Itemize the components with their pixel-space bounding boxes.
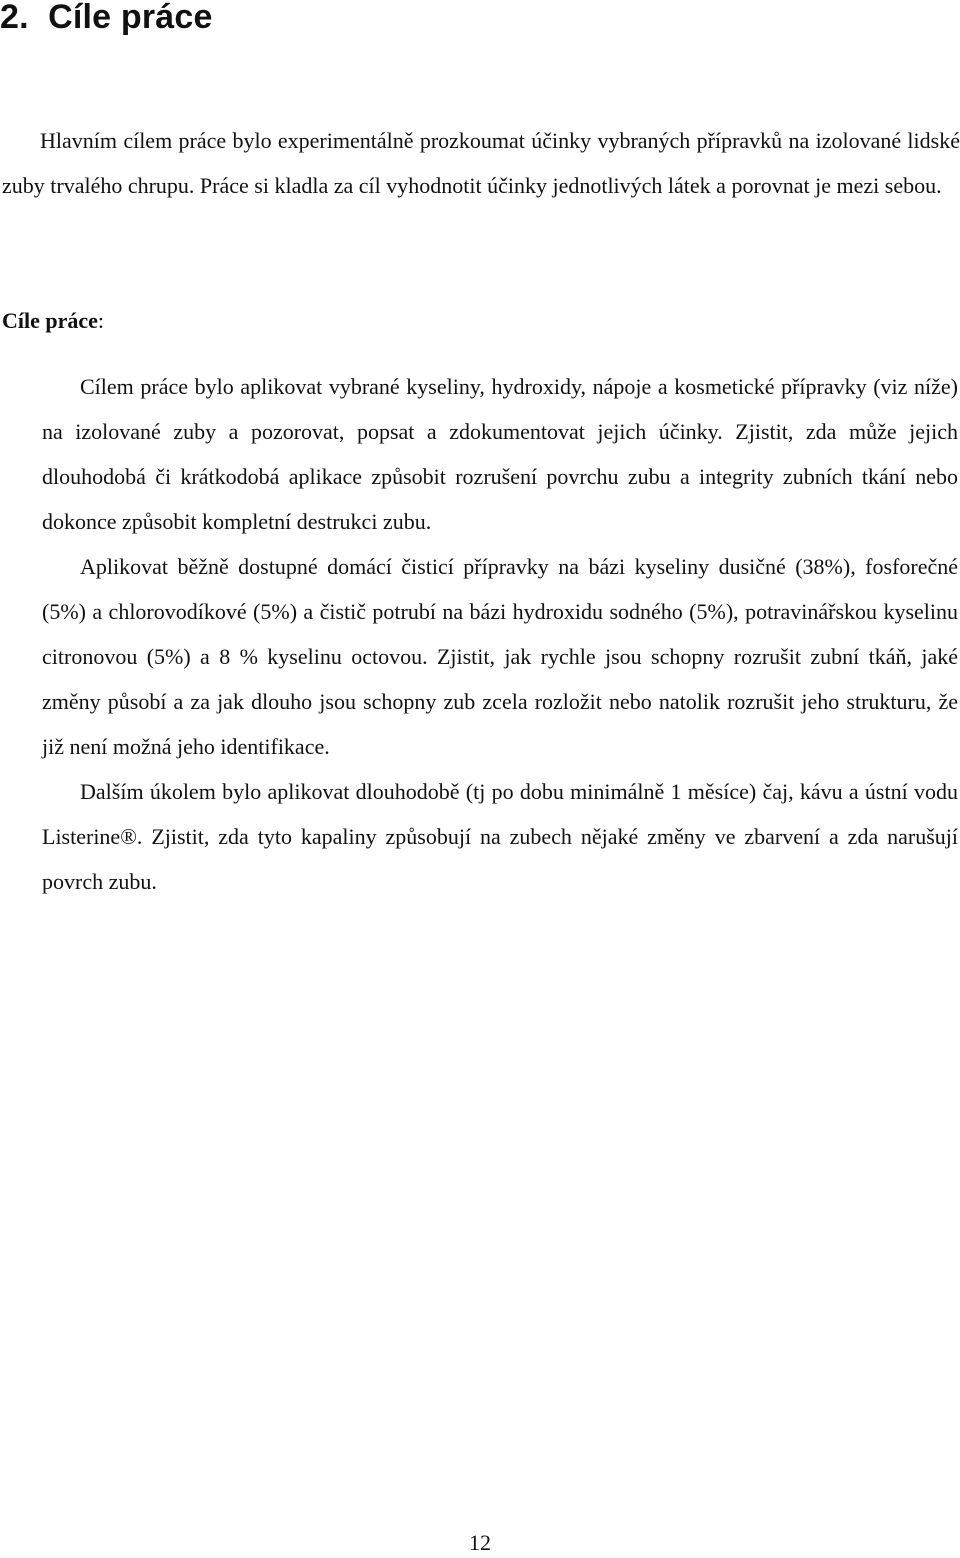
- goals-subheading-colon: :: [97, 308, 105, 333]
- intro-section: [2, 118, 960, 208]
- goals-subheading-label: Cíle práce: [2, 308, 98, 333]
- intro-paragraph: Hlavním cílem práce bylo experimentálně prozkoumat účinky vybraných přípravků na izolované lidské zuby trvalého chrupu. Práce si kladla za cíl vyhodnotit účinky jednotlivých látek a porovnat je mezi sebou.: [2, 128, 960, 198]
- goals-paragraph-1: Cílem práce bylo aplikovat vybrané kyseliny, hydroxidy, nápoje a kosmetické přípravky (viz níže) na izolované zuby a pozorovat, popsat a zdokumentovat jejich účinky. Zjistit, zda může jejich dlouhodobá či krátkodobá aplikace způsobit rozrušení povrchu zubu a integrity zubních tkání nebo dokonce způsobit kompletní destrukci zubu.: [42, 374, 958, 534]
- goals-paragraph-3: Dalším úkolem bylo aplikovat dlouhodobě (tj po dobu minimálně 1 měsíce) čaj, kávu a ústní vodu Listerine®. Zjistit, zda tyto kapaliny způsobují na zubech nějaké změny ve zbarvení a zda narušují povrch zubu.: [42, 779, 958, 894]
- chapter-heading: [0, 0, 213, 40]
- goals-paragraph-2: Aplikovat běžně dostupné domácí čisticí přípravky na bázi kyseliny dusičné (38%), fosforečné (5%) a chlorovodíkové (5%) a čistič potrubí na bázi hydroxidu sodného (5%), potravinářskou kyselinu citronovou (5%) a 8 % kyselinu octovou. Zjistit, jak rychle jsou schopny rozrušit zubní tkáň, jaké změny působí a za jak dlouho jsou schopny zub zcela rozložit nebo natolik rozrušit jeho strukturu, že již není možná jeho identifikace.: [42, 554, 958, 759]
- page-number: 12: [469, 1530, 491, 1555]
- chapter-number: 2.: [0, 0, 29, 36]
- goals-section: [42, 364, 958, 904]
- chapter-title: Cíle práce: [48, 0, 213, 36]
- goals-subheading: [2, 298, 104, 343]
